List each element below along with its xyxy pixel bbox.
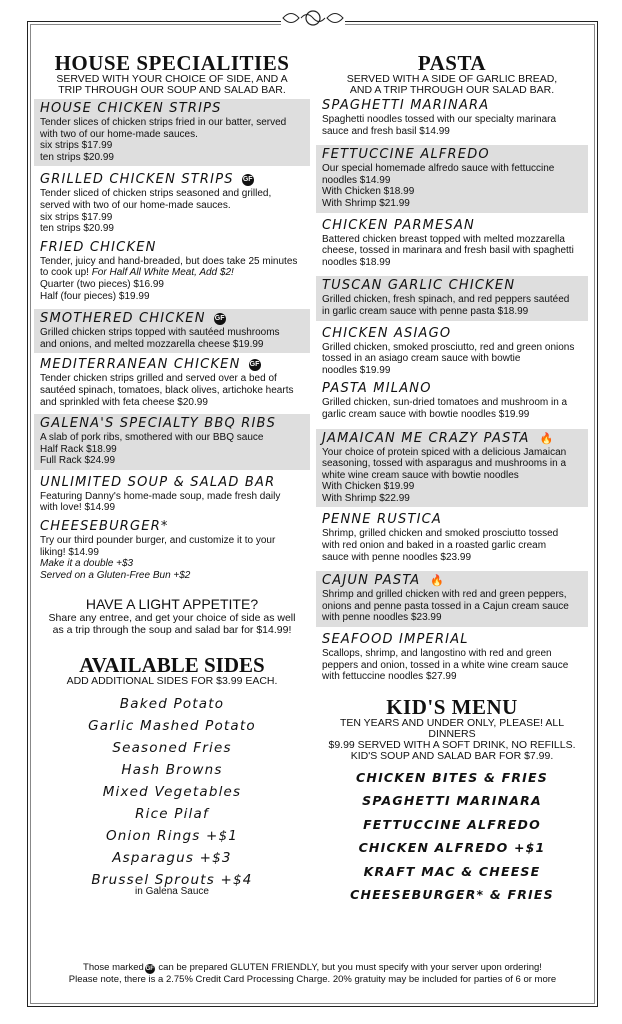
footer-text: Those marked — [83, 962, 144, 973]
item-price: With Chicken $18.99 — [322, 186, 415, 198]
menu-item-cajun-pasta — [316, 571, 588, 627]
footer-notes — [40, 962, 585, 986]
item-desc: Try our third pounder burger, and customize it to your — [40, 535, 276, 547]
item-desc: Tender chicken strips grilled and served over a bed of — [40, 373, 277, 385]
item-name: GALENA'S SPECIALTY BBQ RIBS — [40, 416, 277, 432]
item-name: HOUSE CHICKEN STRIPS — [40, 101, 222, 116]
item-desc: noodles $18.99 — [322, 256, 391, 268]
kids-item: SPAGHETTI MARINARA — [362, 793, 542, 809]
pasta-title: PASTA — [417, 51, 487, 75]
item-desc: Grilled chicken, smoked prosciutto, red and green onions — [322, 341, 575, 353]
item-desc: onions and penne pasta tossed in a Cajun cream sauce — [322, 600, 569, 612]
item-upgrade: Served on a Gluten-Free Bun +$2 — [40, 569, 191, 581]
item-desc: Our special homemade alfredo sauce with fettuccine — [322, 163, 555, 175]
footer-text: can be prepared GLUTEN FRIENDLY, but you must specify with your server upon ordering! — [155, 962, 542, 973]
pasta-subtitle-1: SERVED WITH A SIDE OF GARLIC BREAD, — [346, 73, 558, 85]
item-desc: with two of our home-made sauces. — [40, 128, 198, 140]
item-price: Full Rack $24.99 — [40, 455, 116, 467]
right-column — [316, 52, 588, 907]
item-desc: A slab of pork ribs, smothered with our BBQ sauce — [40, 432, 264, 444]
footer-text: Please note, there is a 2.75% Credit Card Processing Charge. 20% gratuity may be included for parties of 6 or more — [68, 974, 557, 985]
item-name: SEAFOOD IMPERIAL — [322, 632, 469, 648]
item-price: noodles $14.99 — [322, 174, 391, 186]
item-desc: seasoning, tossed with asparagus and mushrooms in a — [322, 458, 567, 470]
item-name: CAJUN PASTA — [322, 573, 421, 589]
side-item: Onion Rings +$1 — [105, 828, 239, 845]
item-name: FRIED CHICKEN — [40, 239, 157, 255]
menu-item-jamaican-pasta — [316, 429, 588, 508]
item-desc: Tender, juicy and hand-breaded, but does take 25 minutes — [40, 255, 298, 267]
item-name: UNLIMITED SOUP & SALAD BAR — [40, 474, 276, 490]
menu-item-cheeseburger — [34, 517, 310, 584]
item-desc: Battered chicken breast topped with melted mozzarella — [322, 233, 565, 245]
house-subtitle-2: TRIP THROUGH OUR SOUP AND SALAD BAR. — [58, 84, 286, 96]
item-price: Half Rack $18.99 — [40, 443, 117, 455]
kids-subtitle: TEN YEARS AND UNDER ONLY, PLEASE! ALL DINNERS — [339, 716, 565, 740]
menu-item-fried-chicken — [34, 238, 310, 305]
menu-item-smothered-chicken — [34, 309, 310, 353]
menu-item-penne-rustica — [316, 510, 588, 566]
ornament-icon — [281, 7, 345, 29]
kids-item: CHICKEN BITES & FRIES — [356, 769, 548, 785]
kids-subtitle: KID'S SOUP AND SALAD BAR FOR $7.99. — [350, 749, 554, 762]
side-item: Asparagus +$3 — [112, 850, 232, 867]
side-item: Hash Browns — [121, 762, 223, 779]
item-desc: garlic cream sauce with bowtie noodles $19.99 — [322, 408, 530, 420]
gluten-free-icon: GF — [249, 359, 261, 371]
item-desc: with red onion and baked in a roasted garlic cream — [322, 540, 547, 552]
light-appetite-title: HAVE A LIGHT APPETITE? — [85, 596, 259, 613]
item-desc: and onions, and melted mozzarella cheese $19.99 — [40, 338, 264, 350]
item-desc: Grilled chicken, fresh spinach, and red peppers sautéed — [322, 294, 570, 306]
menu-item-chicken-asiago — [316, 324, 588, 380]
item-desc: Grilled chicken strips topped with sautéed mushrooms — [40, 327, 280, 339]
item-name: CHICKEN PARMESAN — [322, 217, 475, 233]
gluten-free-icon: GF — [145, 966, 154, 972]
item-desc: with love! $14.99 — [40, 502, 116, 514]
item-price: Quarter (two pieces) $16.99 — [40, 278, 164, 290]
item-name: JAMAICAN ME CRAZY PASTA — [322, 430, 530, 446]
menu-item-spaghetti-marinara — [316, 96, 588, 140]
item-upgrade: For Half All White Meat, Add $2! — [91, 267, 234, 279]
side-item: Rice Pilaf — [135, 806, 209, 823]
item-desc: sautéed spinach, tomatoes, black olives, artichoke hearts — [40, 384, 294, 396]
light-appetite-desc: as a trip through the soup and salad bar for $14.99! — [52, 624, 292, 637]
item-price: liking! $14.99 — [40, 546, 99, 558]
light-appetite-desc: Share any entree, and get your choice of side as well — [48, 612, 296, 625]
side-item: Baked Potato — [119, 696, 225, 713]
item-desc: sauce and fresh basil $14.99 — [322, 125, 450, 137]
item-name: FETTUCCINE ALFREDO — [322, 147, 490, 163]
item-desc: tossed in an asiago cream sauce with bowtie — [322, 353, 521, 365]
menu-item-house-chicken-strips — [34, 99, 310, 166]
item-name: TUSCAN GARLIC CHICKEN — [322, 278, 516, 294]
item-name: PENNE RUSTICA — [322, 512, 442, 528]
house-subtitle-1: SERVED WITH YOUR CHOICE OF SIDE, AND A — [56, 73, 288, 85]
item-desc: Grilled chicken, sun-dried tomatoes and mushroom in a — [322, 397, 568, 409]
item-desc: cheese, tossed in marinara and fresh basil with spaghetti — [322, 245, 574, 257]
item-desc: Featuring Danny's home-made soup, made fresh daily — [40, 490, 281, 502]
item-desc: served with two of our home-made sauces. — [40, 199, 231, 211]
sides-subtitle: ADD ADDITIONAL SIDES FOR $3.99 EACH. — [66, 675, 278, 688]
side-item: Seasoned Fries — [112, 740, 232, 757]
side-item: Brussel Sprouts +$4 — [91, 872, 253, 889]
gluten-free-icon: GF — [214, 313, 226, 325]
kids-item: CHICKEN ALFREDO +$1 — [358, 840, 546, 856]
item-upgrade: Make it a double +$3 — [40, 558, 134, 570]
item-price: ten strips $20.99 — [40, 223, 114, 235]
item-desc: peppers and onion, tossed in a white wine cream sauce — [322, 659, 569, 671]
item-name: SMOTHERED CHICKEN — [40, 311, 206, 327]
menu-item-tuscan-garlic-chicken — [316, 276, 588, 320]
available-sides-title: AVAILABLE SIDES — [79, 653, 265, 678]
kids-item: CHEESEBURGER* & FRIES — [350, 887, 554, 903]
menu-item-fettuccine-alfredo — [316, 145, 588, 212]
house-specialities-title: HOUSE SPECIALITIES — [54, 51, 290, 75]
item-desc: and sprinkled with feta cheese $20.99 — [40, 396, 208, 408]
item-desc: Shrimp and grilled chicken with red and green peppers, — [322, 589, 567, 601]
menu-item-soup-salad-bar — [34, 473, 310, 517]
item-price: With Chicken $19.99 — [322, 481, 415, 493]
item-name: MEDITERRANEAN CHICKEN — [40, 357, 241, 373]
item-desc: with penne noodles $23.99 — [322, 612, 442, 624]
item-name: PASTA MILANO — [322, 381, 432, 397]
item-name: CHEESEBURGER* — [40, 519, 169, 535]
menu-item-chicken-parmesan — [316, 216, 588, 272]
menu-item-seafood-imperial — [316, 630, 588, 686]
flame-icon: 🔥 — [430, 574, 445, 588]
item-desc: Tender slices of chicken strips fried in our batter, served — [40, 117, 287, 128]
item-desc: with fettuccine noodles $27.99 — [322, 671, 457, 683]
item-name: CHICKEN ASIAGO — [322, 325, 452, 341]
item-price: With Shrimp $22.99 — [322, 492, 410, 504]
side-item: Mixed Vegetables — [102, 784, 242, 801]
item-desc: to cook up! — [40, 267, 92, 279]
side-item: Garlic Mashed Potato — [88, 718, 256, 735]
kids-item: FETTUCCINE ALFREDO — [363, 816, 541, 832]
item-desc: Your choice of protein spiced with a delicious Jamaican — [322, 446, 567, 458]
kids-menu-title: KID'S MENU — [386, 694, 518, 719]
item-desc: Tender sliced of chicken strips seasoned and grilled, — [40, 188, 272, 200]
item-price: With Shrimp $21.99 — [322, 197, 410, 209]
item-name: GRILLED CHICKEN STRIPS — [40, 172, 234, 188]
item-price: six strips $17.99 — [40, 211, 113, 223]
menu-item-mediterranean-chicken — [34, 355, 310, 411]
side-note: in Galena Sauce — [135, 886, 209, 898]
item-desc: Spaghetti noodles tossed with our specialty marinara — [322, 114, 557, 125]
item-price: six strips $17.99 — [40, 140, 113, 152]
item-desc: in garlic cream sauce with penne pasta $18.99 — [322, 305, 529, 317]
menu-item-bbq-ribs — [34, 414, 310, 470]
item-desc: noodles $19.99 — [322, 364, 391, 376]
pasta-subtitle-2: AND A TRIP THROUGH OUR SALAD BAR. — [349, 84, 555, 96]
gluten-free-icon: GF — [242, 174, 254, 186]
item-desc: sauce with penne noodles $23.99 — [322, 551, 472, 563]
item-price: Half (four pieces) $19.99 — [40, 290, 150, 302]
kids-subtitle: $9.99 SERVED WITH A SOFT DRINK, NO REFILLS. — [328, 738, 576, 751]
menu-item-pasta-milano — [316, 379, 588, 423]
item-desc: Scallops, shrimp, and langostino with red and green — [322, 648, 552, 660]
item-name: SPAGHETTI MARINARA — [322, 98, 490, 113]
item-desc: white wine cream sauce with bowtie noodles — [322, 469, 519, 481]
item-price: ten strips $20.99 — [40, 151, 114, 163]
item-desc: Shrimp, grilled chicken and smoked prosciutto tossed — [322, 528, 559, 540]
kids-item: KRAFT MAC & CHEESE — [363, 863, 541, 879]
left-column — [34, 52, 310, 897]
flame-icon: 🔥 — [539, 431, 554, 445]
menu-item-grilled-chicken-strips — [34, 170, 310, 237]
